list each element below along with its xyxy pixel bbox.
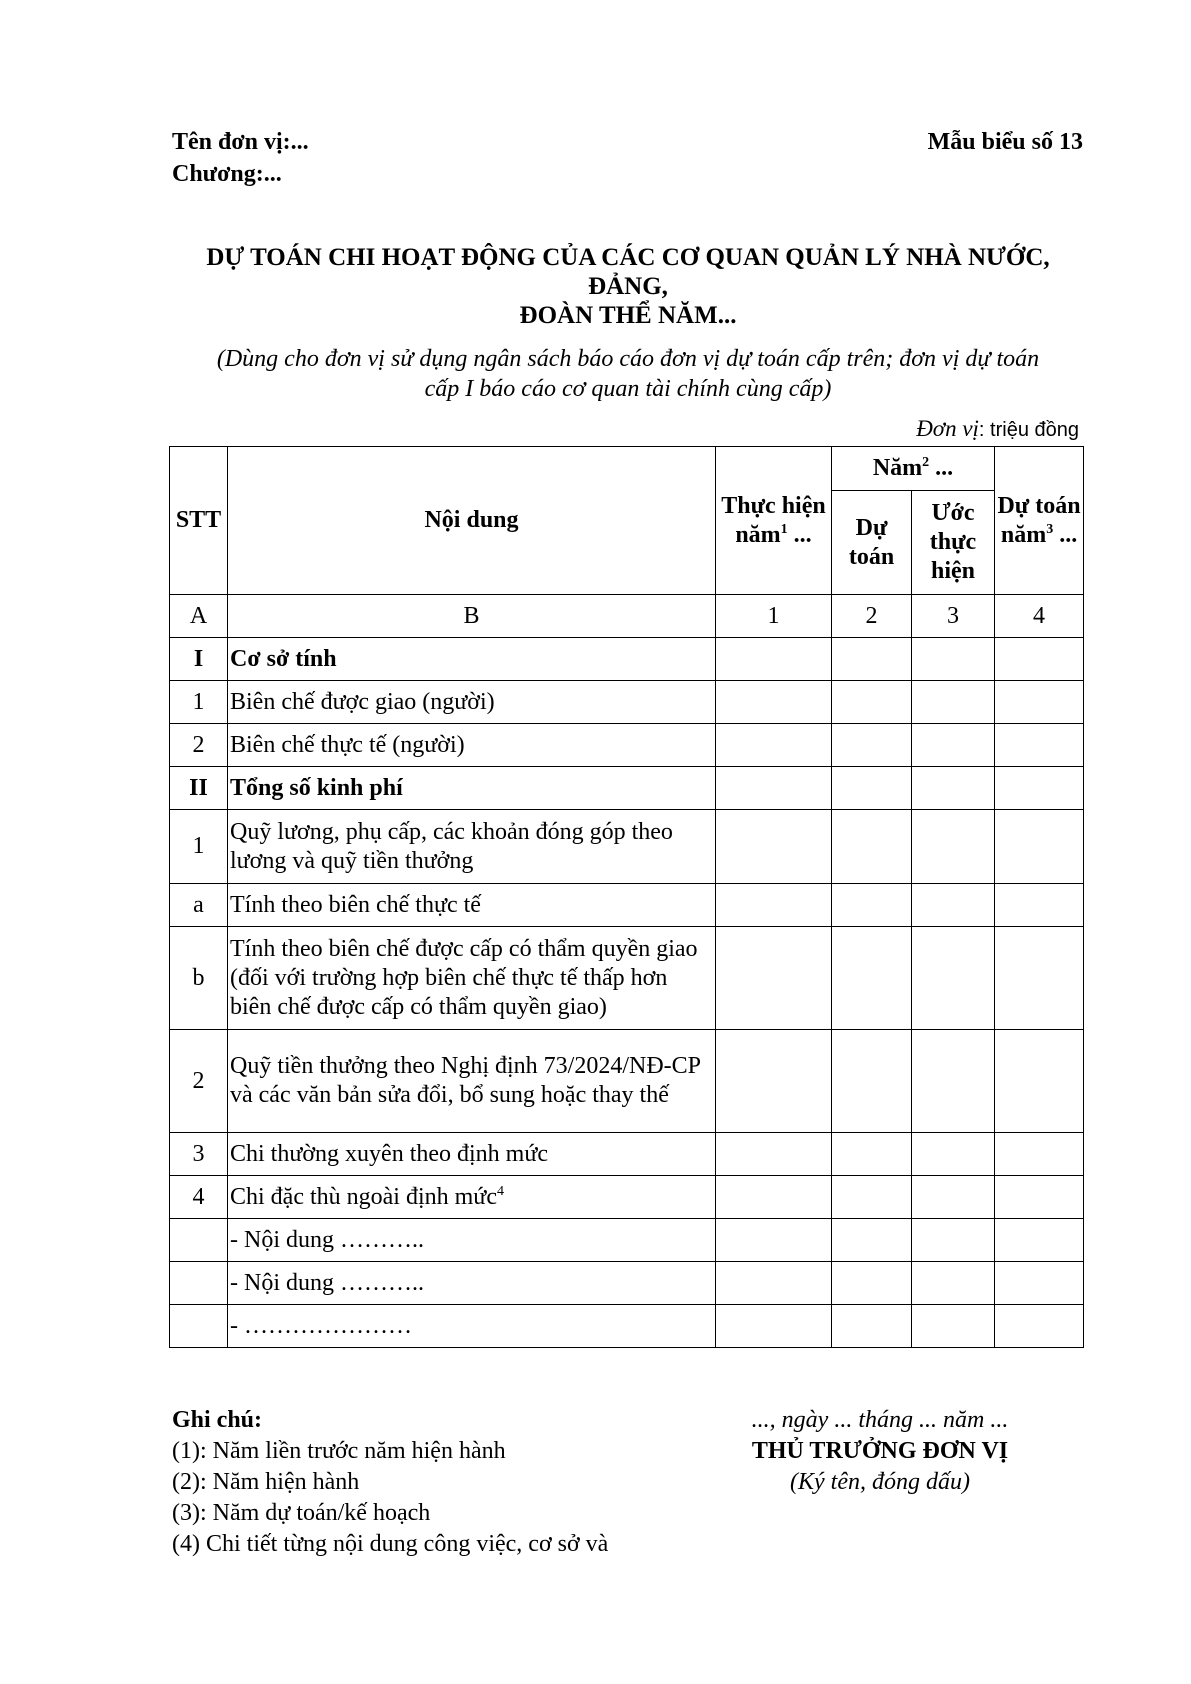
row-content-text: - Nội dung ……….. — [230, 1269, 424, 1296]
value-cell — [912, 810, 995, 884]
value-cell — [716, 884, 832, 927]
index-cell: A — [170, 595, 228, 638]
signature-date: ..., ngày ... tháng ... năm ... — [751, 1407, 1009, 1433]
table-row — [170, 1262, 1084, 1305]
value-cell — [832, 767, 912, 810]
value-cell — [912, 1030, 995, 1133]
value-cell — [995, 1133, 1084, 1176]
signature-title: THỦ TRƯỞNG ĐƠN VỊ — [751, 1438, 1009, 1464]
footnote-3: 3 — [1046, 521, 1054, 537]
row-content-text: Chi đặc thù ngoài định mức — [230, 1183, 497, 1210]
value-cell — [716, 1030, 832, 1133]
currency-unit — [916, 416, 1079, 442]
table-row — [170, 1133, 1084, 1176]
value-cell — [912, 927, 995, 1030]
value-cell — [716, 1219, 832, 1262]
value-cell — [716, 1133, 832, 1176]
row-content — [228, 638, 716, 681]
header-current-year-dots: ... — [929, 455, 954, 481]
unit-name: Tên đơn vị:... — [172, 129, 309, 155]
row-content-text: Tính theo biên chế được cấp có thẩm quyền giao (đối với trường hợp biên chế thực tế thấp hơn biên chế được cấp có thẩm quyền giao) — [230, 935, 698, 1020]
signature-block — [700, 1405, 1060, 1498]
header-estimate: Dự toán — [832, 491, 912, 595]
note-item: (3): Năm dự toán/kế hoạch — [172, 1500, 431, 1526]
form-number: Mẫu biểu số 13 — [927, 129, 1083, 155]
row-content — [228, 767, 716, 810]
value-cell — [912, 1133, 995, 1176]
value-cell — [995, 724, 1084, 767]
row-stt: 2 — [170, 724, 228, 767]
table-row — [170, 767, 1084, 810]
index-cell: 4 — [995, 595, 1084, 638]
value-cell — [832, 1030, 912, 1133]
budget-table — [169, 446, 1084, 1348]
value-cell — [832, 884, 912, 927]
value-cell — [832, 1219, 912, 1262]
row-stt — [170, 1219, 228, 1262]
value-cell — [716, 927, 832, 1030]
value-cell — [912, 1305, 995, 1348]
value-cell — [995, 1262, 1084, 1305]
footnote-4: 4 — [496, 1183, 504, 1199]
row-content-text: Tính theo biên chế thực tế — [230, 891, 481, 918]
value-cell — [995, 884, 1084, 927]
value-cell — [995, 767, 1084, 810]
value-cell — [995, 1219, 1084, 1262]
row-content — [228, 1305, 716, 1348]
value-cell — [716, 724, 832, 767]
value-cell — [995, 1030, 1084, 1133]
row-stt — [170, 1305, 228, 1348]
value-cell — [912, 724, 995, 767]
row-content — [228, 810, 716, 884]
table-row — [170, 681, 1084, 724]
row-content — [228, 1133, 716, 1176]
row-content-text: Tổng số kinh phí — [230, 774, 403, 801]
row-stt: II — [170, 767, 228, 810]
table-row — [170, 927, 1084, 1030]
subtitle-line-2: cấp I báo cáo cơ quan tài chính cùng cấp) — [424, 376, 832, 402]
value-cell — [832, 681, 912, 724]
table-row — [170, 810, 1084, 884]
header-current-year — [832, 447, 995, 491]
table-row — [170, 1219, 1084, 1262]
footnote-2: 2 — [922, 455, 930, 470]
note-item: (4) Chi tiết từng nội dung công việc, cơ sở và — [172, 1531, 609, 1557]
value-cell — [716, 638, 832, 681]
value-cell — [995, 1305, 1084, 1348]
index-cell: B — [228, 595, 716, 638]
row-content — [228, 1219, 716, 1262]
header-next-estimate — [995, 447, 1084, 595]
footnote-1: 1 — [780, 521, 788, 537]
header-stt: STT — [170, 447, 228, 595]
row-stt: 1 — [170, 681, 228, 724]
header-next-estimate-label: Dự toán — [997, 492, 1081, 519]
title-line-3: ĐOÀN THỂ NĂM... — [519, 302, 737, 329]
header-projected: Ước thực hiện — [912, 491, 995, 595]
value-cell — [716, 1262, 832, 1305]
header-next-dots: ... — [1053, 521, 1078, 548]
index-cell: 3 — [912, 595, 995, 638]
header-current-year-label: Năm — [872, 455, 923, 481]
header-actual — [716, 447, 832, 595]
value-cell — [912, 638, 995, 681]
header-content: Nội dung — [228, 447, 716, 595]
row-stt: b — [170, 927, 228, 1030]
chapter: Chương:... — [172, 161, 282, 187]
table-row — [170, 724, 1084, 767]
value-cell — [716, 810, 832, 884]
table-row — [170, 1305, 1084, 1348]
header-next-year: năm — [1000, 521, 1047, 548]
row-stt: 3 — [170, 1133, 228, 1176]
note-item: (1): Năm liền trước năm hiện hành — [172, 1438, 506, 1464]
row-content — [228, 681, 716, 724]
title-line-2: ĐẢNG, — [588, 273, 668, 300]
table-row — [170, 1030, 1084, 1133]
header-actual-line-1: Thực hiện — [721, 492, 826, 519]
value-cell — [832, 927, 912, 1030]
row-stt: 1 — [170, 810, 228, 884]
row-content — [228, 724, 716, 767]
table-row — [170, 884, 1084, 927]
unit-label: Đơn vị — [916, 416, 979, 441]
row-stt: a — [170, 884, 228, 927]
subtitle-line-1: (Dùng cho đơn vị sử dụng ngân sách báo cáo đơn vị dự toán cấp trên; đơn vị dự toán — [216, 346, 1040, 372]
header-actual-year: năm — [735, 521, 781, 548]
value-cell — [832, 724, 912, 767]
value-cell — [995, 810, 1084, 884]
index-row — [170, 595, 1084, 638]
row-content — [228, 884, 716, 927]
row-content-text: Biên chế thực tế (người) — [230, 731, 465, 758]
row-stt: I — [170, 638, 228, 681]
row-stt — [170, 1262, 228, 1305]
value-cell — [832, 1262, 912, 1305]
note-item: (2): Năm hiện hành — [172, 1469, 360, 1495]
value-cell — [995, 927, 1084, 1030]
row-content-text: Quỹ tiền thưởng theo Nghị định 73/2024/NĐ-CP và các văn bản sửa đổi, bổ sung hoặc thay thế — [230, 1053, 701, 1108]
row-stt: 2 — [170, 1030, 228, 1133]
value-cell — [995, 681, 1084, 724]
value-cell — [832, 1305, 912, 1348]
value-cell — [832, 810, 912, 884]
row-content — [228, 1262, 716, 1305]
unit-value: : triệu đồng — [978, 419, 1079, 441]
index-cell: 1 — [716, 595, 832, 638]
row-content — [228, 1176, 716, 1219]
value-cell — [912, 681, 995, 724]
value-cell — [716, 1305, 832, 1348]
value-cell — [912, 767, 995, 810]
row-content-text: Biên chế được giao (người) — [230, 688, 495, 715]
title-line-1: DỰ TOÁN CHI HOẠT ĐỘNG CỦA CÁC CƠ QUAN QUẢN LÝ NHÀ NƯỚC, — [206, 244, 1050, 271]
value-cell — [832, 638, 912, 681]
value-cell — [912, 1176, 995, 1219]
signature-note: (Ký tên, đóng dấu) — [790, 1469, 970, 1495]
value-cell — [832, 1176, 912, 1219]
header-actual-dots: ... — [787, 521, 812, 548]
value-cell — [832, 1133, 912, 1176]
value-cell — [716, 1176, 832, 1219]
row-content-text: Cơ sở tính — [230, 645, 337, 672]
row-stt: 4 — [170, 1176, 228, 1219]
value-cell — [716, 681, 832, 724]
notes — [172, 1405, 608, 1560]
row-content-text: Quỹ lương, phụ cấp, các khoản đóng góp theo lương và quỹ tiền thưởng — [230, 818, 673, 874]
table-row — [170, 1176, 1084, 1219]
index-cell: 2 — [832, 595, 912, 638]
value-cell — [912, 1262, 995, 1305]
value-cell — [995, 1176, 1084, 1219]
row-content-text: - Nội dung ……….. — [230, 1226, 424, 1253]
table-row — [170, 638, 1084, 681]
row-content-text: - ………………… — [230, 1312, 412, 1339]
value-cell — [912, 1219, 995, 1262]
row-content — [228, 1030, 716, 1133]
value-cell — [716, 767, 832, 810]
row-content-text: Chi thường xuyên theo định mức — [230, 1140, 549, 1167]
notes-title: Ghi chú: — [172, 1407, 263, 1433]
value-cell — [912, 884, 995, 927]
value-cell — [995, 638, 1084, 681]
row-content — [228, 927, 716, 1030]
